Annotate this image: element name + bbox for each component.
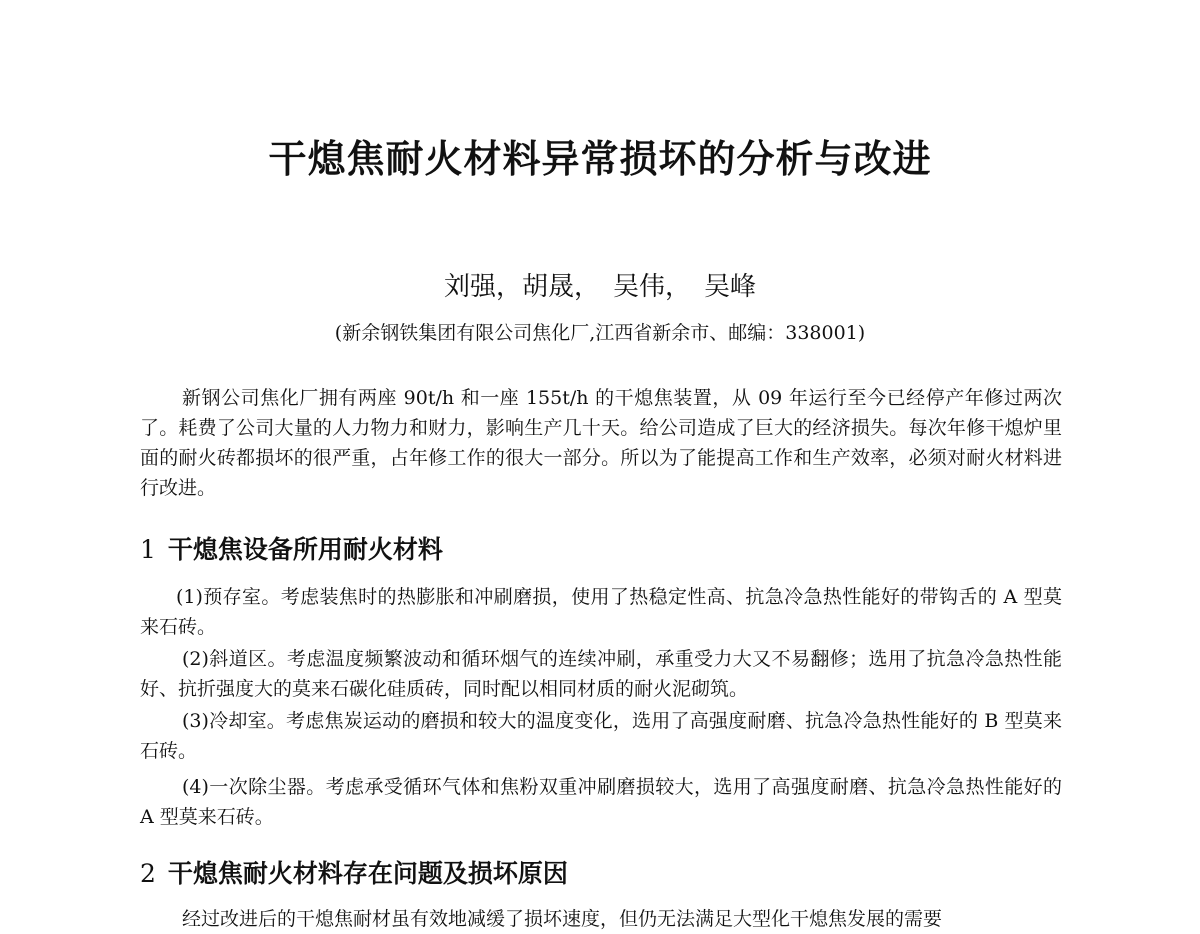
intro-paragraph: 新钢公司焦化厂拥有两座 90t/h 和一座 155t/h 的干熄焦装置，从 09 年运行至今已经停产年修过两次了。耗费了公司大量的人力物力和财力，影响生产几十天。给公司造成了巨大的经济损失。每次年修干熄炉里面的耐火砖都损坏的很严重，占年修工作的很大一部分。所以为了能提高工作和生产效率，必须对耐火材料进行改进。 bbox=[140, 387, 1062, 499]
list-item: (1)预存室。考虑装焦时的热膨胀和冲刷磨损，使用了热稳定性高、抗急冷急热性能好的带钩舌的 A 型莫来石砖。 bbox=[140, 586, 1062, 638]
section-2-heading bbox=[140, 854, 568, 890]
list-item: (2)斜道区。考虑温度频繁波动和循环烟气的连续冲刷，承重受力大又不易翻修；选用了抗急冷急热性能好、抗折强度大的莫来石碳化硅质砖，同时配以相同材质的耐火泥砌筑。 bbox=[140, 648, 1062, 700]
author-list: 刘强，胡晟， 吴伟， 吴峰 bbox=[443, 272, 756, 302]
section-number: 2 bbox=[140, 859, 156, 888]
paper-title: 干熄焦耐火材料异常损坏的分析与改进 bbox=[268, 137, 932, 181]
section-1-heading bbox=[140, 530, 443, 566]
section-title: 干熄焦设备所用耐火材料 bbox=[167, 535, 443, 564]
section-title: 干熄焦耐火材料存在问题及损坏原因 bbox=[167, 859, 568, 888]
list-item: (4)一次除尘器。考虑承受循环气体和焦粉双重冲刷磨损较大，选用了高强度耐磨、抗急冷急热性能好的 A 型莫来石砖。 bbox=[140, 776, 1062, 828]
affiliation: (新余钢铁集团有限公司焦化厂,江西省新余市、邮编：338001) bbox=[334, 322, 866, 344]
section-2-paragraph: 经过改进后的干熄焦耐材虽有效地减缓了损坏速度，但仍无法满足大型化干熄焦发展的需要 bbox=[182, 908, 943, 930]
list-item: (3)冷却室。考虑焦炭运动的磨损和较大的温度变化，选用了高强度耐磨、抗急冷急热性能好的 B 型莫来石砖。 bbox=[140, 710, 1062, 762]
section-number: 1 bbox=[140, 535, 156, 564]
